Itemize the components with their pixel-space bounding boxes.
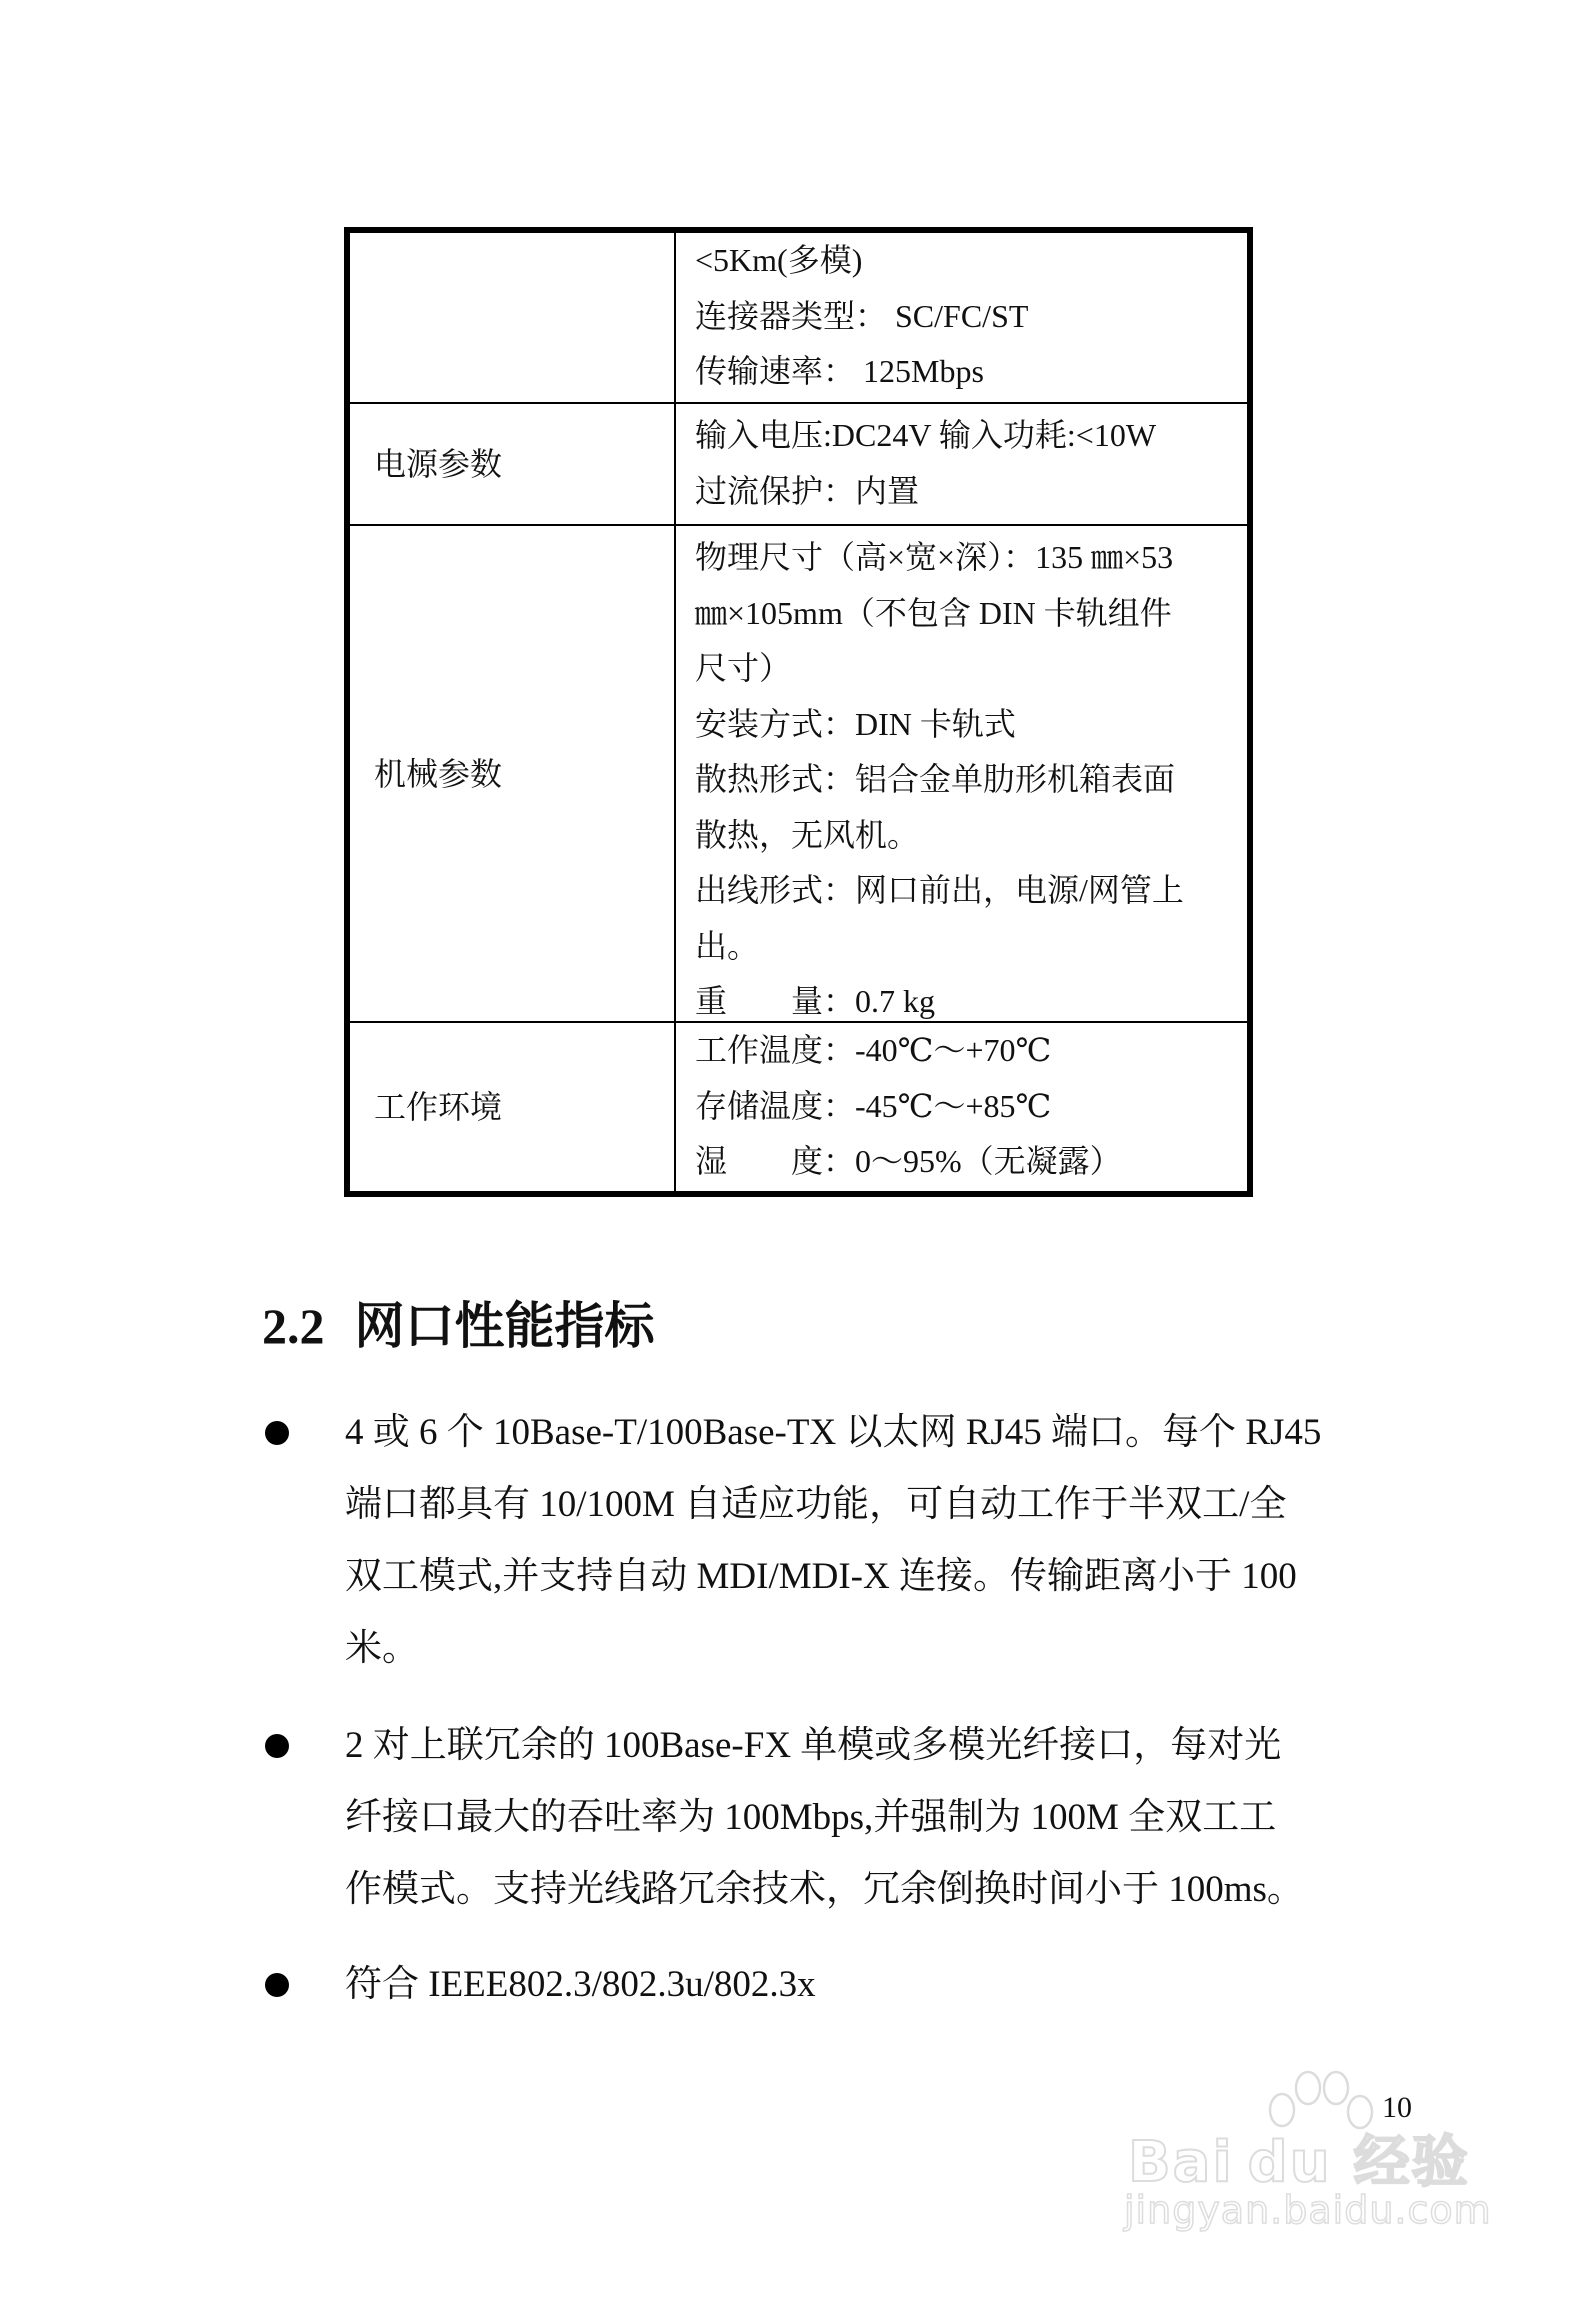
value-line: 物理尺寸（高×宽×深）：135 ㎜×53 bbox=[695, 539, 1174, 575]
table-row bbox=[350, 1021, 1247, 1191]
row-value bbox=[676, 233, 1247, 402]
text-line: 符合 IEEE802.3/802.3u/802.3x bbox=[345, 1964, 816, 2005]
row-value bbox=[676, 404, 1247, 524]
text-line: 米。 bbox=[345, 1628, 419, 1669]
value-line: 过流保护：内置 bbox=[695, 472, 920, 509]
value-line: 散热形式：铝合金单肋形机箱表面 bbox=[695, 761, 1176, 797]
table-row bbox=[350, 402, 1247, 524]
value-line: 连接器类型： SC/FC/ST bbox=[695, 297, 1029, 334]
section-number: 2.2 bbox=[262, 1298, 325, 1354]
value-line: 出线形式：网口前出，电源/网管上 bbox=[695, 872, 1184, 908]
brand-paw-text: du bbox=[1247, 2130, 1332, 2195]
value-line: 传输速率： 125Mbps bbox=[695, 353, 984, 389]
row-label: 工作环境 bbox=[350, 1023, 676, 1191]
brand-right: 经验 bbox=[1353, 2130, 1470, 2195]
bullet-dot-icon bbox=[265, 1734, 289, 1758]
row-value bbox=[676, 1023, 1247, 1191]
watermark-brand bbox=[1128, 2118, 1470, 2198]
watermark-url: jingyan.baidu.com bbox=[1124, 2188, 1492, 2232]
value-line: 出。 bbox=[695, 927, 760, 964]
text-line: 纤接口最大的吞吐率为 100Mbps,并强制为 100M 全双工工 bbox=[345, 1797, 1277, 1838]
table-row bbox=[350, 233, 1247, 402]
text-line: 2 对上联冗余的 100Base-FX 单模或多模光纤接口，每对光 bbox=[345, 1725, 1282, 1766]
bullet-dot-icon bbox=[265, 1973, 289, 1997]
section-title: 网口性能指标 bbox=[354, 1297, 655, 1355]
section-heading bbox=[262, 1296, 655, 1356]
page-number: 10 bbox=[1382, 2091, 1412, 2124]
text-line: 4 或 6 个 10Base-T/100Base-TX 以太网 RJ45 端口。每个 RJ45 bbox=[345, 1412, 1322, 1453]
table-row bbox=[350, 524, 1247, 1021]
text-line: 双工模式,并支持自动 MDI/MDI-X 连接。传输距离小于 100 bbox=[345, 1556, 1297, 1597]
value-line: 湿 度：0～95%（无凝露） bbox=[695, 1143, 1122, 1179]
value-line: ㎜×105mm（不包含 DIN 卡轨组件 bbox=[695, 594, 1172, 631]
text-line: 作模式。支持光线路冗余技术，冗余倒换时间小于 100ms。 bbox=[345, 1869, 1304, 1910]
list-item-text bbox=[345, 1949, 1415, 2021]
row-label bbox=[350, 233, 676, 402]
row-label: 机械参数 bbox=[350, 526, 676, 1021]
value-line: 尺寸） bbox=[695, 650, 792, 686]
row-value bbox=[676, 526, 1247, 1021]
value-line: 安装方式：DIN 卡轨式 bbox=[695, 705, 1016, 742]
list-item-text bbox=[345, 1710, 1415, 1926]
baidu-jingyan-watermark bbox=[1120, 2060, 1490, 2240]
value-line: 输入电压:DC24V 输入功耗:<10W bbox=[695, 417, 1157, 453]
text-line: 端口都具有 10/100M 自适应功能，可自动工作于半双工/全 bbox=[345, 1484, 1287, 1525]
list-item-text bbox=[345, 1397, 1415, 1685]
bullet-dot-icon bbox=[265, 1421, 289, 1445]
value-line: 散热，无风机。 bbox=[695, 816, 920, 853]
value-line: 工作温度：-40℃～+70℃ bbox=[695, 1032, 1052, 1068]
value-line: 重 量：0.7 kg bbox=[695, 983, 936, 1019]
spec-table bbox=[344, 227, 1253, 1197]
brand-left: Bai bbox=[1128, 2130, 1234, 2195]
value-line: <5Km(多模) bbox=[695, 242, 863, 278]
value-line: 存储温度：-45℃～+85℃ bbox=[695, 1087, 1052, 1124]
row-label: 电源参数 bbox=[350, 404, 676, 524]
